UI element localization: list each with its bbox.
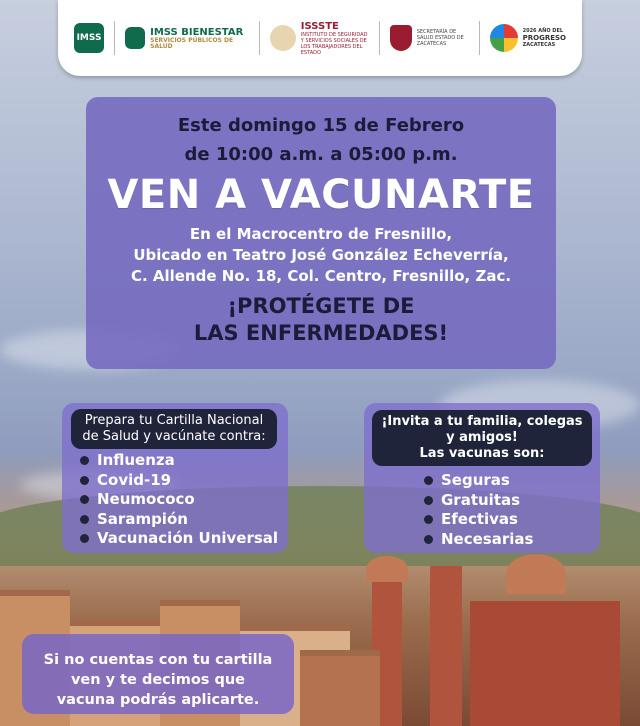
vaccine-qualities-card (364, 403, 600, 553)
note-line: vacuna podrás aplicarte. (56, 692, 260, 708)
bullet-icon (424, 496, 433, 505)
protect-heading: LAS ENFERMEDADES! (193, 321, 449, 345)
event-time: de 10:00 a.m. a 05:00 p.m. (184, 144, 458, 165)
secretaria-text: SECRETARÍA DE SALUD ESTADO DE ZACATECAS (416, 29, 464, 47)
progreso-line1: 2026 AÑO DEL (522, 27, 564, 34)
list-item: Efectivas (424, 510, 533, 530)
event-date: Este domingo 15 de Febrero (177, 115, 465, 136)
protect-heading: ¡PROTÉGETE DE (227, 294, 415, 318)
cartilla-header: Prepara tu Cartilla Nacional de Salud y vacúnate contra: (71, 409, 277, 449)
vaccine-list (80, 451, 278, 549)
logo-bar (58, 0, 582, 76)
bullet-icon (424, 515, 433, 524)
issste-emblem-icon (270, 25, 296, 51)
vaccines-list-card (62, 403, 288, 553)
list-item: Covid-19 (80, 471, 278, 491)
imss-emblem-icon: IMSS (74, 23, 104, 53)
bullet-icon (80, 534, 89, 543)
location-line: En el Macrocentro de Fresnillo, (189, 225, 453, 243)
issste-subtitle: INSTITUTO DE SEGURIDAD Y SERVICIOS SOCIALES DE LOS TRABAJADORES DEL ESTADO (300, 31, 368, 56)
imss-bienestar-logo (125, 27, 249, 50)
bullet-icon (424, 476, 433, 485)
list-item: Neumococo (80, 490, 278, 510)
bienestar-title: IMSS BIENESTAR (150, 26, 244, 38)
bullet-icon (80, 495, 89, 504)
divider (259, 21, 260, 55)
bullet-icon (80, 476, 89, 485)
divider (479, 21, 480, 55)
secretaria-salud-logo (390, 25, 469, 51)
location-line: C. Allende No. 18, Col. Centro, Fresnillo, Zac. (130, 267, 512, 285)
imss-logo (74, 23, 104, 53)
bullet-icon (80, 515, 89, 524)
list-item: Vacunación Universal (80, 529, 278, 549)
event-card (86, 97, 556, 369)
progreso-line3: ZACATECAS (522, 41, 556, 48)
list-item: Sarampión (80, 510, 278, 530)
list-item: Gratuitas (424, 491, 533, 511)
headline: VEN A VACUNARTE (107, 172, 535, 218)
note-line: ven y te decimos que (70, 672, 246, 688)
divider (114, 21, 115, 55)
bullet-icon (80, 456, 89, 465)
bullet-icon (424, 535, 433, 544)
cartilla-note-card (22, 634, 294, 714)
issste-logo (270, 21, 369, 56)
invite-header: ¡Invita a tu familia, colegas y amigos! Las vacunas son: (372, 410, 592, 466)
note-line: Si no cuentas con tu cartilla (43, 652, 273, 668)
bienestar-subtitle: SERVICIOS PÚBLICOS DE SALUD (150, 36, 234, 50)
location-line: Ubicado en Teatro José González Echeverría, (133, 246, 509, 264)
list-item: Influenza (80, 451, 278, 471)
issste-title: ISSSTE (300, 20, 339, 32)
qualities-list (424, 471, 533, 549)
list-item: Necesarias (424, 530, 533, 550)
divider (379, 21, 380, 55)
zacatecas-shield-icon (390, 25, 412, 51)
list-item: Seguras (424, 471, 533, 491)
bienestar-emblem-icon (125, 27, 145, 49)
progreso-line2: PROGRESO (522, 33, 566, 42)
progreso-logo (490, 24, 566, 52)
progreso-emblem-icon (490, 24, 518, 52)
